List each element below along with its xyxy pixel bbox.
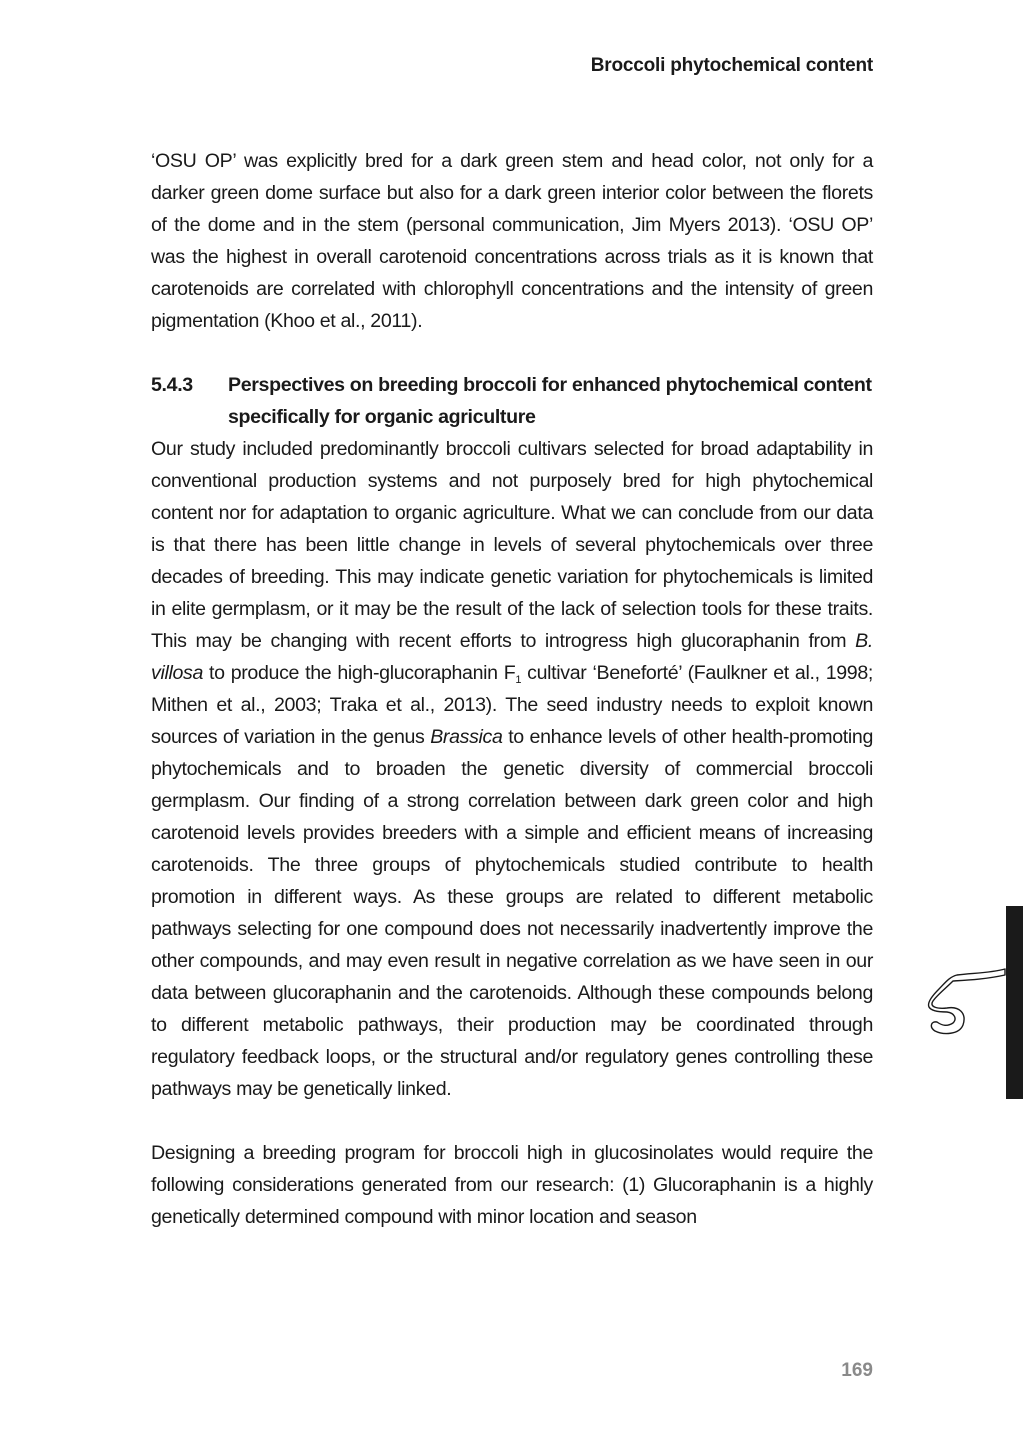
text-run: Our study included predominantly broccoli cultivars selected for broad adaptability in conventional production systems and not purposely bred for high phytochemical content nor for adaptation to organic agriculture. What we can conclude from our data is that there has been little change in levels of several phytochemicals over three decades of breeding. This may indicate genetic variation for phytochemicals is limited in elite germplasm, or it may be the result of the lack of selection tools for these traits. This may be changing with recent efforts to introgress high glucoraphanin from <box>151 438 873 652</box>
subscript-generation: 1 <box>515 674 522 686</box>
species-name-italic: B. villosa <box>151 630 873 684</box>
chapter-number-5-icon <box>925 965 1007 1037</box>
chapter-tab <box>1006 906 1023 1099</box>
section-number: 5.4.3 <box>151 374 193 396</box>
running-header: Broccoli phytochemical content <box>590 55 873 76</box>
section-heading <box>151 369 873 433</box>
text-run: to enhance levels of other health-promoting phytochemicals and to broaden the genetic diversity of commercial broccoli germplasm. Our finding of a strong correlation between dark green color and high carotenoid levels provides breeders with a simple and efficient means of increasing carotenoids. The three groups of phytochemicals studied contribute to health promotion in different ways. As these groups are related to different metabolic pathways selecting for one compound does not necessarily inadvertently improve the other compounds, and may even result in negative correlation as we have seen in our data between glucoraphanin and the carotenoids. Although these compounds belong to different metabolic pathways, their production may be coordinated through regulatory feedback loops, or the structural and/or regulatory genes controlling these pathways may be genetically linked. <box>151 726 873 1100</box>
page-number: 169 <box>841 1360 873 1381</box>
paragraph-perspectives <box>151 433 873 1105</box>
paragraph-breeding-program: Designing a breeding program for broccoli high in glucosinolates would require the following considerations generated from our research: (1) Glucoraphanin is a highly genetically determined compound with minor location and season <box>151 1142 873 1228</box>
section-title: Perspectives on breeding broccoli for enhanced phytochemical content specifically for organic agriculture <box>228 374 872 428</box>
paragraph-osu-op: ‘OSU OP’ was explicitly bred for a dark green stem and head color, not only for a darker green dome surface but also for a dark green interior color between the florets of the dome and in the stem (personal communication, Jim Myers 2013). ‘OSU OP’ was the highest in overall carotenoid concentrations across trials as it is known that carotenoids are correlated with chlorophyll concentrations and the intensity of green pigmentation (Khoo et al., 2011). <box>151 150 873 332</box>
page-body <box>151 145 873 1233</box>
text-run: to produce the high-glucoraphanin F <box>203 662 516 684</box>
text-run: cultivar ‘Beneforté’ (Faulkner et al., 1998; Mithen et al., 2003; Traka et al., 2013). The seed industry needs to exploit known sources of variation in the genus <box>151 662 873 748</box>
genus-name-italic: Brassica <box>430 726 503 748</box>
